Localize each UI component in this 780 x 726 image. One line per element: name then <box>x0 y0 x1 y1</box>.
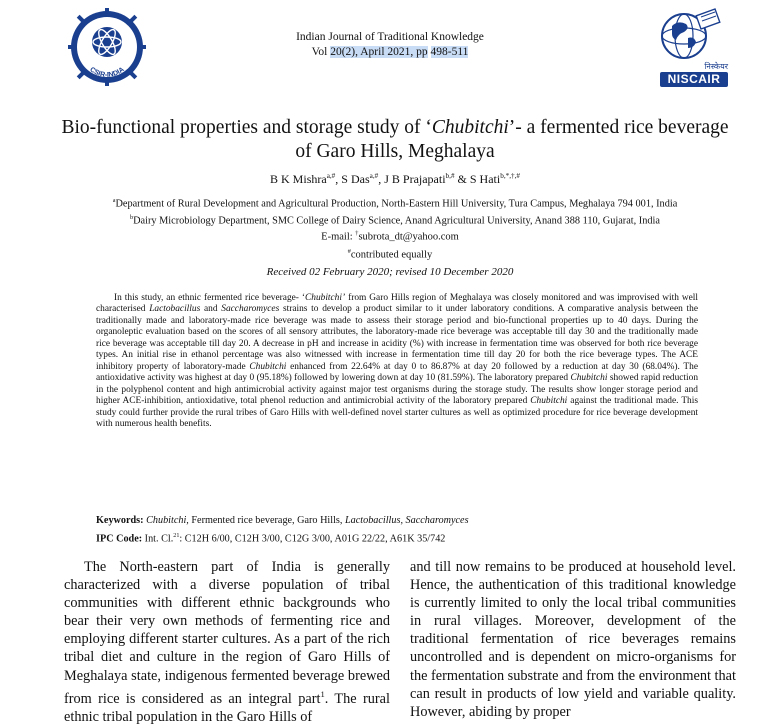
author-name: S Hati <box>469 172 501 186</box>
abstract-text: from Garo Hills region of Meghalaya was closely monitored and was improvised with well characterised <box>96 293 698 315</box>
abstract-italic: Lactobacillus <box>149 304 201 315</box>
email-value: subrota_dt@yahoo.com <box>358 231 459 243</box>
author-name: J B Prajapati <box>384 172 446 186</box>
keyword-text: Fermented rice beverage, Garo Hills, <box>188 515 345 526</box>
body-text: . The rural ethnic tribal population in the Garo Hills of <box>64 690 390 725</box>
citation-ref: 1 <box>320 688 325 699</box>
ipc-codes: : C12H 6/00, C12H 3/00, C12G 3/00, A01G 22/22, A61K 35/742 <box>179 533 446 545</box>
email-label: E-mail: <box>321 231 356 243</box>
contrib-sup: # <box>347 248 351 255</box>
abstract-text: against the traditional made. This study could further provide the rural tribes of Garo Hills with well-defined novel starter cultures as well as optimized procedure for rice beverage development with numerous health benefits. <box>96 396 698 429</box>
title-part: Bio-functional properties and storage study of ‘ <box>61 117 432 138</box>
ipc-prefix: Int. Cl. <box>144 533 174 545</box>
affiliation-sup: a <box>112 197 116 204</box>
ipc-label: IPC Code: <box>96 533 145 545</box>
affiliation-text: Dairy Microbiology Department, SMC College of Dairy Science, Anand Agricultural University, Anand 388 110, Gujarat, India <box>133 215 660 227</box>
citation-pages: 498-511 <box>430 46 469 58</box>
abstract-italic: Chubitchi <box>530 396 568 407</box>
abstract-text: showed rapid reduction in the polyphenol content and high antimicrobial activity against major test organisms during the storage study. The results show longer storage period and higher ACE-inhibition, antioxidative, total phenol reduction and antimicrobial activity of the laboratory prepared <box>96 373 699 407</box>
body-column-left <box>64 558 390 726</box>
body-text: The North-eastern part of India is generally characterized with a diverse population of tribal communities with different ethnic backgrounds who bear their very own methods of fermenting rice and employing different starter cultures. As a part of the rich tribal diet and culture in the region of Garo Hills of Meghalaya state, indigenous fermented beverage brewed from rice is considered as an integral part <box>64 559 390 707</box>
affiliation-a <box>40 194 750 211</box>
abstract-text: and <box>200 304 222 315</box>
author-list <box>60 172 730 187</box>
body-column-right <box>410 558 736 721</box>
abstract <box>96 293 698 430</box>
niscair-logo <box>654 6 728 90</box>
title-italic: Chubitchi <box>431 117 509 138</box>
body-text: and till now remains to be produced at household level. Hence, the authentication of this traditional knowledge is currently limited to only the local tribal communities in rural villages. Moreover, development of the traditional fermentation of rice beverages remains uncontrolled and is dependent on micro-organisms for the fermentation substrate and from the environment that can result in products of low yield and variable quality. However, abiding by proper <box>410 559 736 720</box>
author-and: & <box>454 172 470 186</box>
corresponding-email <box>200 230 580 243</box>
abstract-italic: Chubitchi <box>570 373 608 384</box>
citation-highlight: 20(2), April 2021, pp <box>330 46 428 58</box>
author-name: S Das <box>341 172 370 186</box>
received-dates: Received 02 February 2020; revised 10 December 2020 <box>266 266 514 278</box>
abstract-text: In this study, an ethnic fermented rice beverage- ‘ <box>114 293 305 303</box>
author-sep: , <box>378 172 385 186</box>
niscair-hindi-text: निस्केयर <box>704 62 728 71</box>
abstract-italic: Chubitchi’ <box>305 293 346 303</box>
author-sup: a,# <box>326 172 336 180</box>
journal-header <box>220 30 560 60</box>
author-sup: b,# <box>445 172 455 180</box>
abstract-text: enhanced from 22.64% at day 0 to 86.87% at day 20 followed by a reduction at day 30 (68.04%). The antioxidative activity was highest at day 0 (95.18%) followed by lowering down at day 10 (81.59%). The laboratory prepared <box>96 361 698 384</box>
csir-logo-text: CSIR-INDIA <box>88 66 126 79</box>
email-sup: † <box>355 230 359 237</box>
abstract-italic: Saccharomyces <box>221 304 280 315</box>
article-title <box>60 116 730 164</box>
journal-name: Indian Journal of Traditional Knowledge <box>296 31 484 43</box>
citation-vol-label: Vol <box>311 46 331 58</box>
journal-citation <box>220 45 560 60</box>
author-sup: b,*,†,# <box>500 172 520 180</box>
title-part: ’- a fermented rice beverage of Garo Hills, Meghalaya <box>295 117 729 162</box>
keywords <box>96 515 716 526</box>
niscair-label: NISCAIR <box>660 72 728 87</box>
ipc-code <box>96 533 716 544</box>
abstract-italic: Chubitchi <box>249 361 287 372</box>
keyword-italic: Lactobacillus, Saccharomyces <box>344 515 469 526</box>
contribution-note <box>200 248 580 261</box>
keywords-label: Keywords: <box>96 515 147 526</box>
author-name: B K Mishra <box>270 172 327 186</box>
keyword-italic: Chubitchi, <box>146 515 189 526</box>
affiliation-text: Department of Rural Development and Agricultural Production, North-Eastern Hill University, Tura Campus, Meghalaya 794 001, India <box>115 198 678 210</box>
affiliation-sup: b <box>130 214 134 221</box>
abstract-text: strains to develop a product similar to it under laboratory conditions. A comparative analysis between the traditionally made and laboratory-made rice beverage was made to assess their storage period and bio-functional properties up to 40 days. During the organoleptic evaluation based on the scores of all sensory attributes, the laboratory-made rice beverage was acceptable till day 30 and the traditionally made rice beverage was acceptable till day 20. A decrease in pH and increase in acidity (%) with increase in fermentation time was observed for both rice beverage types. An initial rise in ethanol percentage was also witnessed with increase in fermentation time till day 20 for both the rice beverage types. The ACE inhibitory property of laboratory-made <box>96 304 698 372</box>
author-sep: , <box>335 172 342 186</box>
contrib-text: contributed equally <box>350 249 433 261</box>
affiliation-b <box>40 211 750 228</box>
ipc-sup: 21 <box>173 533 180 539</box>
csir-logo <box>62 2 152 92</box>
author-sup: a,# <box>369 172 379 180</box>
